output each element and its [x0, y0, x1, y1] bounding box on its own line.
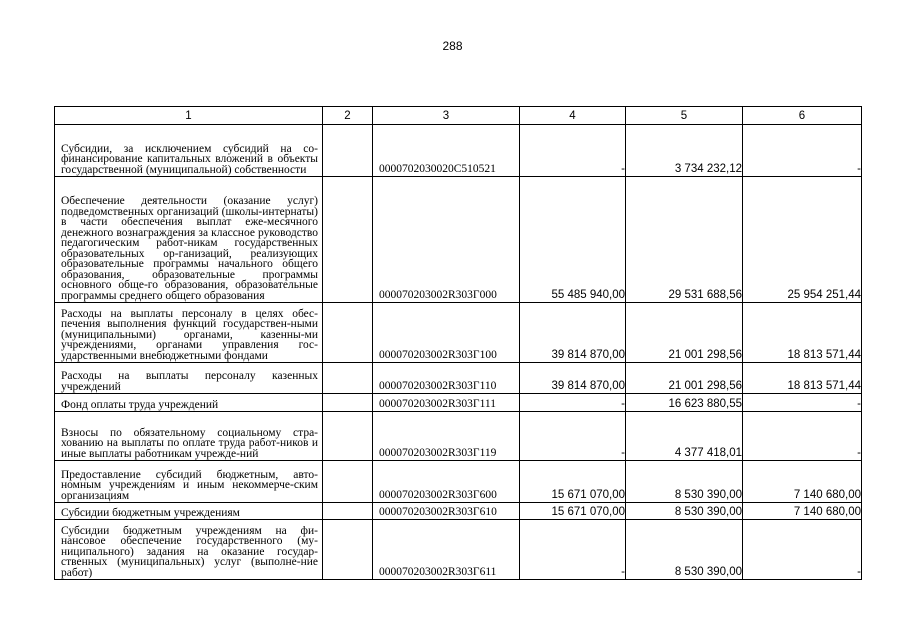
- row-name: Расходы на выплаты персоналу в целях обес-печения выполнения функций государствен-ными (муниципальными) органами, казенны-ми учреждениями, органами управления гос-ударственными внебюджетными фондами: [55, 303, 323, 363]
- row-value-5: 8 530 390,00: [626, 503, 743, 520]
- row-name: Взносы по обязательному социальному стра-хованию на выплаты по оплате труда работ-ников и иные выплаты работникам учрежде-ний: [55, 412, 323, 461]
- row-value-4: -: [520, 125, 626, 177]
- row-code: 000070203002R303Г000: [373, 177, 520, 303]
- row-value-5: 21 001 298,56: [626, 303, 743, 363]
- row-value-6: 18 813 571,44: [743, 363, 862, 394]
- row-code: 0000702030020С510521: [373, 125, 520, 177]
- row-name: Предоставление субсидий бюджетным, авто-номным учреждениям и иным некоммерче-ским организациям: [55, 461, 323, 503]
- row-value-6: -: [743, 125, 862, 177]
- row-name: Обеспечение деятельности (оказание услуг) подведомственных организаций (школы-интернаты) в части обеспечения выплат еже-месячного денежного вознаграждения за классное руководство педагогическим работ-никам государственных образовательных ор-ганизаций, реализующих образовательные программы начального общего образования, образовательные программы основного обще-го образования, образовательные программы среднего общего образования: [55, 177, 323, 303]
- page-number: 288: [442, 39, 463, 53]
- column-header: 2: [323, 107, 373, 125]
- table-row: [55, 363, 862, 394]
- row-name: Фонд оплаты труда учреждений: [55, 394, 323, 412]
- row-col2: [323, 503, 373, 520]
- row-value-6: 7 140 680,00: [743, 461, 862, 503]
- table-row: [55, 520, 862, 580]
- row-code: 000070203002R303Г119: [373, 412, 520, 461]
- row-code: 000070203002R303Г600: [373, 461, 520, 503]
- row-col2: [323, 412, 373, 461]
- row-code: 000070203002R303Г100: [373, 303, 520, 363]
- row-code: 000070203002R303Г610: [373, 503, 520, 520]
- row-code: 000070203002R303Г110: [373, 363, 520, 394]
- row-value-6: -: [743, 520, 862, 580]
- header-row: [55, 107, 862, 125]
- row-value-4: -: [520, 394, 626, 412]
- row-value-6: 18 813 571,44: [743, 303, 862, 363]
- row-col2: [323, 303, 373, 363]
- row-value-5: 29 531 688,56: [626, 177, 743, 303]
- table-row: [55, 394, 862, 412]
- table-row: [55, 412, 862, 461]
- row-col2: [323, 520, 373, 580]
- row-value-4: -: [520, 520, 626, 580]
- row-code: 000070203002R303Г111: [373, 394, 520, 412]
- row-value-4: 39 814 870,00: [520, 363, 626, 394]
- row-col2: [323, 363, 373, 394]
- row-value-5: 8 530 390,00: [626, 461, 743, 503]
- row-value-6: -: [743, 412, 862, 461]
- row-value-5: 16 623 880,55: [626, 394, 743, 412]
- row-value-5: 4 377 418,01: [626, 412, 743, 461]
- column-header: 3: [373, 107, 520, 125]
- row-value-4: -: [520, 412, 626, 461]
- row-value-5: 3 734 232,12: [626, 125, 743, 177]
- row-name: Субсидии бюджетным учреждениям: [55, 503, 323, 520]
- row-col2: [323, 125, 373, 177]
- table-row: [55, 503, 862, 520]
- row-value-5: 8 530 390,00: [626, 520, 743, 580]
- row-value-4: 55 485 940,00: [520, 177, 626, 303]
- row-code: 000070203002R303Г611: [373, 520, 520, 580]
- row-name: Субсидии, за исключением субсидий на со-финансирование капитальных вложений в объекты государственной (муниципальной) собственности: [55, 125, 323, 177]
- row-col2: [323, 461, 373, 503]
- table-row: [55, 461, 862, 503]
- table-row: [55, 125, 862, 177]
- row-value-5: 21 001 298,56: [626, 363, 743, 394]
- budget-table: [54, 106, 862, 580]
- row-col2: [323, 394, 373, 412]
- row-value-6: 7 140 680,00: [743, 503, 862, 520]
- column-header: 6: [743, 107, 862, 125]
- column-header: 4: [520, 107, 626, 125]
- column-header: 1: [55, 107, 323, 125]
- row-value-4: 15 671 070,00: [520, 503, 626, 520]
- table-row: [55, 177, 862, 303]
- row-value-6: -: [743, 394, 862, 412]
- row-col2: [323, 177, 373, 303]
- table-row: [55, 303, 862, 363]
- column-header: 5: [626, 107, 743, 125]
- row-name: Расходы на выплаты персоналу казенных учреждений: [55, 363, 323, 394]
- row-name: Субсидии бюджетным учреждениям на фи-нансовое обеспечение государственного (му-ниципального) задания на оказание государ-ственных (муниципальных) услуг (выполне-ние работ): [55, 520, 323, 580]
- row-value-4: 15 671 070,00: [520, 461, 626, 503]
- row-value-6: 25 954 251,44: [743, 177, 862, 303]
- row-value-4: 39 814 870,00: [520, 303, 626, 363]
